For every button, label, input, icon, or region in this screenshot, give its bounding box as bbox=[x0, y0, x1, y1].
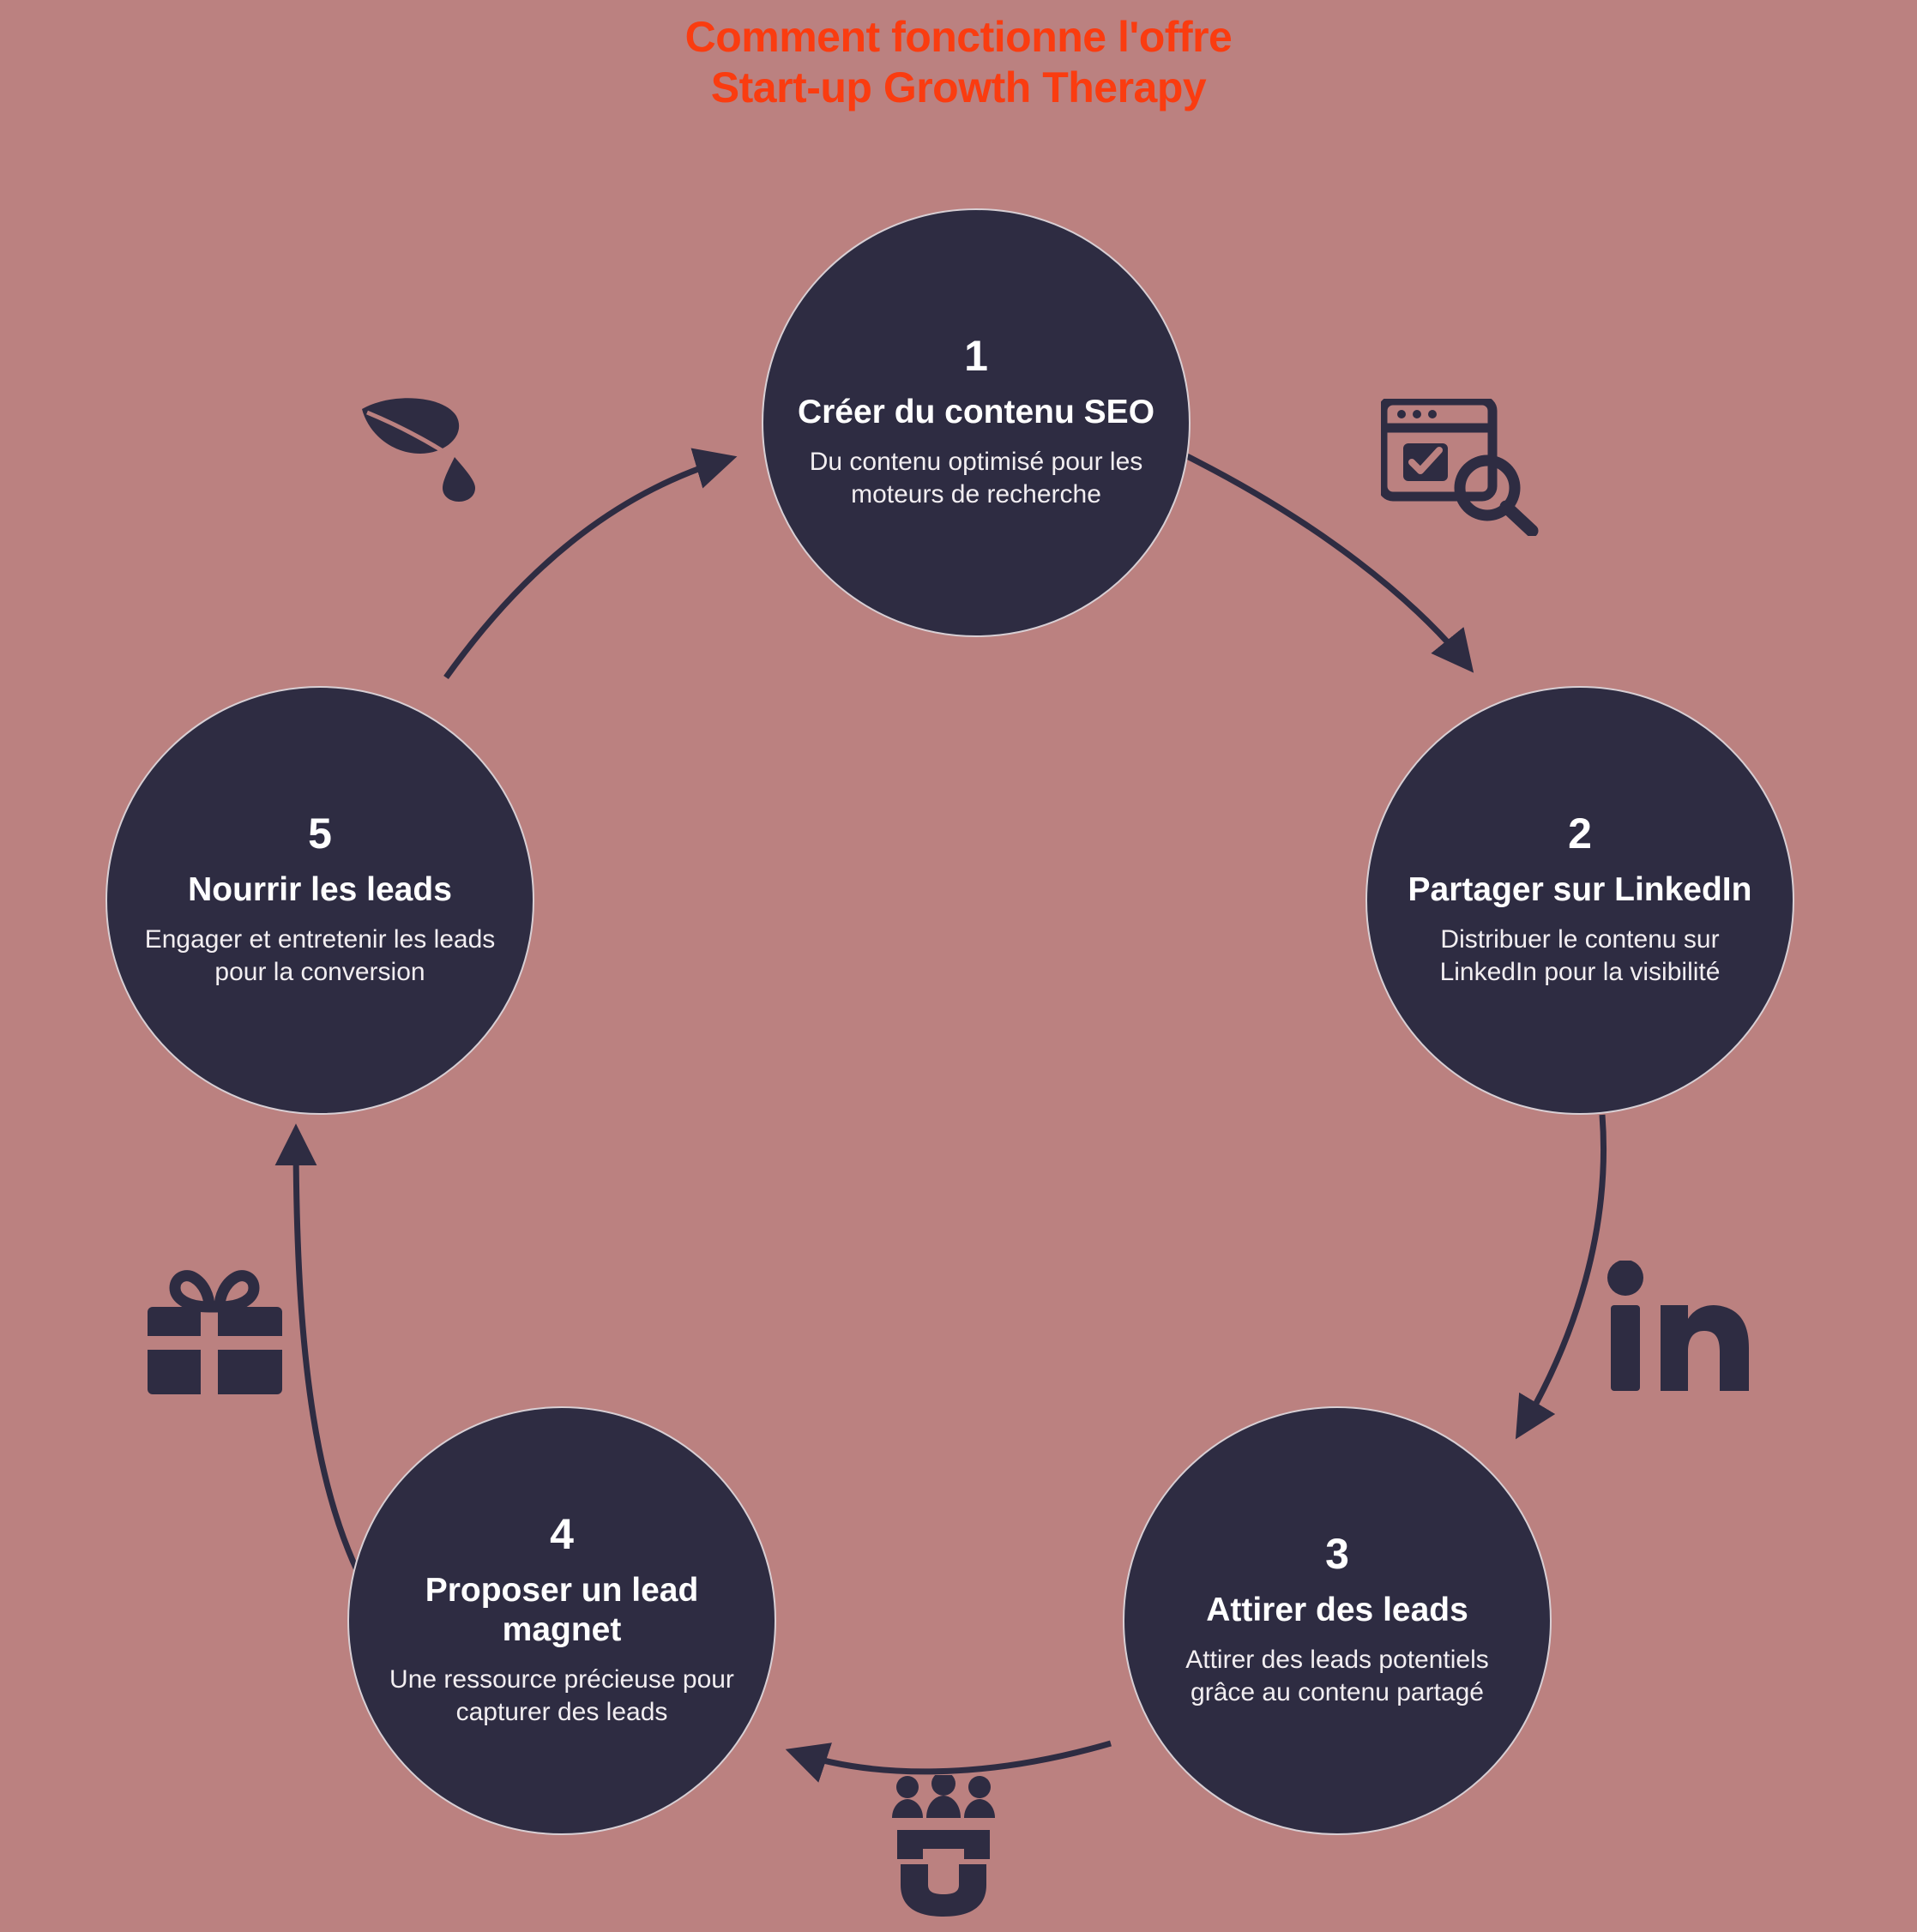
node-2-number: 2 bbox=[1568, 809, 1592, 858]
node-1-description: Du contenu optimisé pour les moteurs de recherche bbox=[809, 447, 1143, 509]
node-5-description: Engager et entretenir les leads pour la conversion bbox=[144, 924, 496, 986]
leaf-drop-icon bbox=[353, 390, 499, 502]
linkedin-icon bbox=[1604, 1261, 1754, 1398]
node-3-description: Attirer des leads potentiels grâce au contenu partagé bbox=[1185, 1645, 1489, 1706]
cycle-node-5[interactable] bbox=[105, 686, 534, 1115]
node-4-number: 4 bbox=[550, 1509, 574, 1558]
gift-icon bbox=[144, 1269, 286, 1398]
node-1-number: 1 bbox=[964, 331, 988, 380]
node-1-title: Créer du contenu SEO bbox=[797, 393, 1155, 430]
node-5-title: Nourrir les leads bbox=[188, 870, 452, 908]
arrow-3-to-4 bbox=[793, 1743, 1111, 1772]
title-line-2: Start-up Growth Therapy bbox=[710, 63, 1207, 111]
page-title bbox=[0, 12, 1917, 113]
node-3-title: Attirer des leads bbox=[1206, 1591, 1468, 1628]
node-4-description: Une ressource précieuse pour capturer des leads bbox=[389, 1664, 734, 1727]
node-4-title: Proposer un lead magnet bbox=[425, 1571, 699, 1648]
node-2-title: Partager sur LinkedIn bbox=[1408, 870, 1752, 908]
cycle-node-4[interactable] bbox=[347, 1406, 776, 1835]
cycle-node-3[interactable] bbox=[1123, 1406, 1552, 1835]
cycle-node-2[interactable] bbox=[1365, 686, 1794, 1115]
seo-browser-search-icon bbox=[1381, 399, 1540, 536]
node-3-number: 3 bbox=[1325, 1529, 1349, 1578]
node-5-number: 5 bbox=[308, 809, 332, 858]
magnet-people-icon bbox=[883, 1775, 1004, 1917]
node-2-description: Distribuer le contenu sur LinkedIn pour la visibilité bbox=[1439, 924, 1721, 986]
title-line-1: Comment fonctionne l'offre bbox=[684, 13, 1233, 61]
arrow-2-to-3 bbox=[1520, 1115, 1604, 1432]
cycle-node-1[interactable] bbox=[762, 208, 1191, 637]
